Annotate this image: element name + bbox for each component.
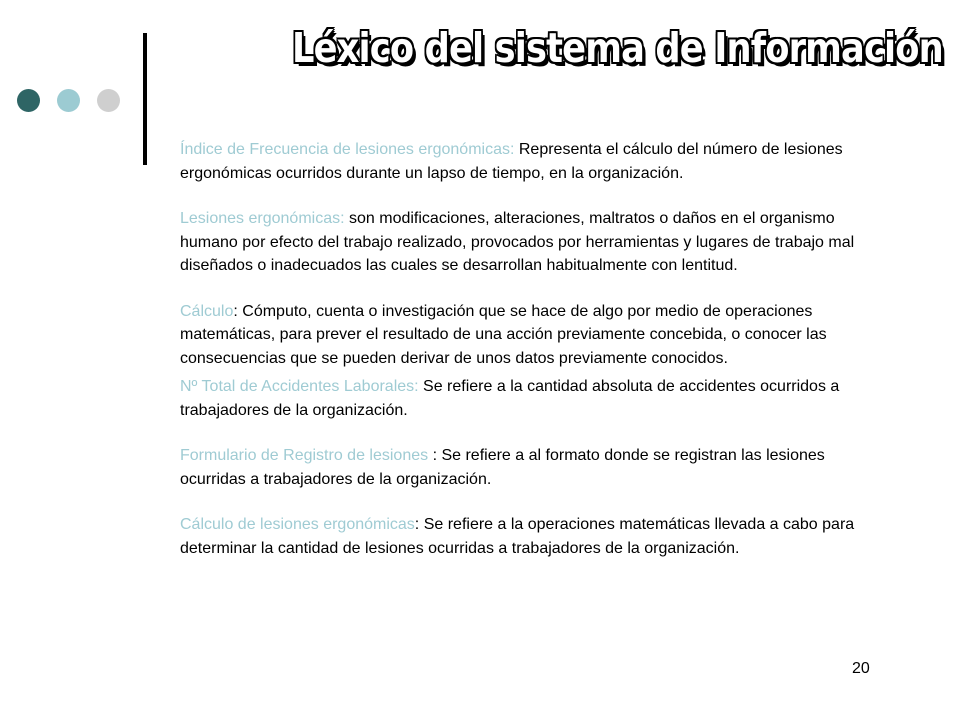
glossary-definition: Representa el cálculo del número de lesiones ergonómicas ocurridos durante un lapso de tiempo, en la organización.: [180, 141, 843, 182]
glossary-definition: Se refiere a la cantidad absoluta de accidentes ocurridos a trabajadores de la organización.: [180, 378, 840, 419]
glossary-entry: [180, 207, 860, 278]
decor-dot-gray: [97, 89, 120, 112]
glossary-term: Lesiones ergonómicas:: [180, 210, 345, 227]
decor-dot-dark: [17, 89, 40, 112]
glossary-definition: Se refiere a al formato donde se registran las lesiones ocurridas a trabajadores de la organización.: [180, 447, 825, 488]
glossary-entry: [180, 375, 860, 422]
glossary-term: Nº Total de Accidentes Laborales:: [180, 378, 419, 395]
glossary-separator: :: [509, 141, 515, 158]
glossary-entry: [180, 444, 860, 491]
glossary-separator: :: [233, 302, 238, 320]
glossary-term: Cálculo de lesiones ergonómicas: [180, 516, 415, 533]
glossary-term: Formulario de Registro de lesiones: [180, 447, 433, 464]
glossary-definition: Se refiere a la operaciones matemáticas llevada a cabo para determinar la cantidad de lesiones ocurridas a trabajadores de la organización.: [180, 516, 855, 557]
page-number: 20: [852, 660, 870, 677]
glossary-entry: [180, 513, 860, 560]
decor-dot-teal: [57, 89, 80, 112]
glossary-term: Cálculo: [180, 302, 234, 320]
slide-title: Léxico del sistema de Información: [292, 24, 943, 72]
glossary-separator: :: [414, 516, 420, 533]
glossary-definition: Cómputo, cuenta o investigación que se hace de algo por medio de operaciones matemáticas, para prever el resultado de una acción previamente concebida, o conocer las consecuencias que se pueden derivar de unos datos previamente conocidos.: [180, 302, 827, 367]
glossary-entry: [180, 300, 860, 371]
glossary: [180, 138, 860, 582]
glossary-entry: [180, 138, 860, 185]
glossary-term: Índice de Frecuencia de lesiones ergonómicas: [180, 141, 510, 158]
glossary-definition: son modificaciones, alteraciones, maltratos o daños en el organismo humano por efecto del trabajo realizado, provocados por herramientas y lugares de trabajo mal diseñados o inadecuados las cuales se desarrollan habitualmente con lentitud.: [180, 210, 855, 274]
vertical-divider: [143, 33, 147, 165]
glossary-separator: :: [432, 447, 438, 464]
